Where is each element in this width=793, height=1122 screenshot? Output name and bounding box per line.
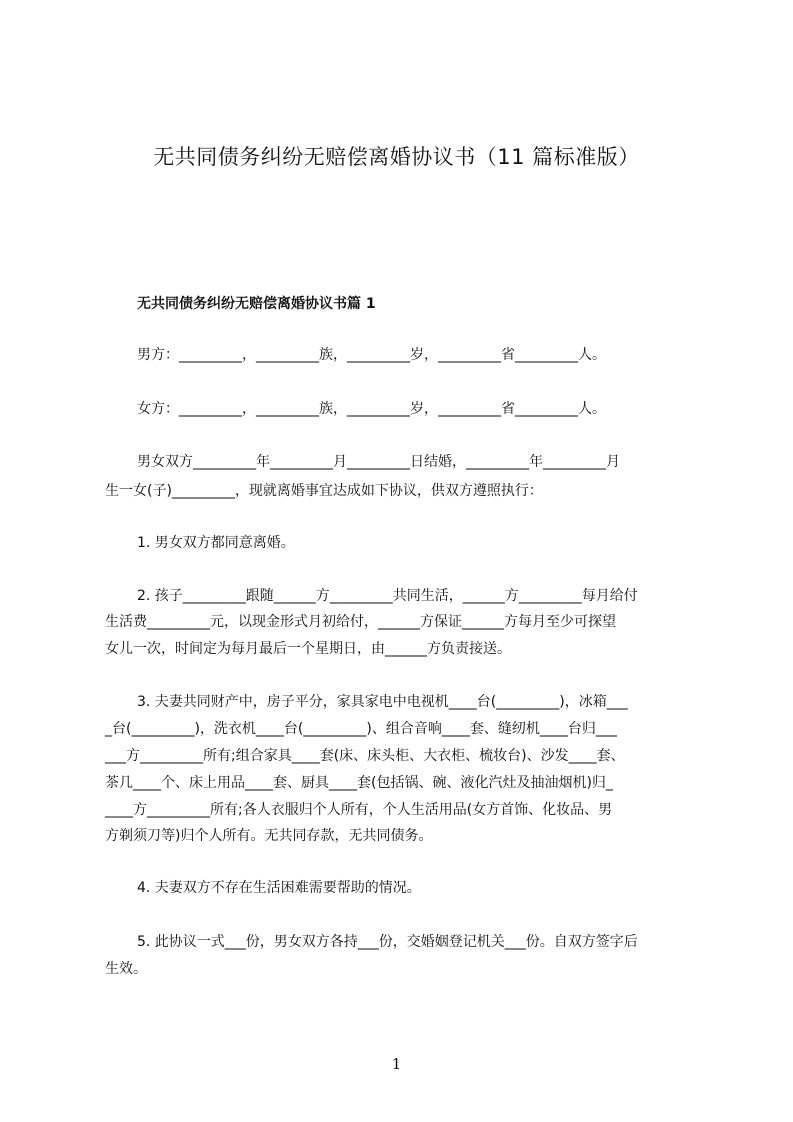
male-party-line: 男方：_________，_________族，_________岁，_________省_________人。 <box>137 347 606 363</box>
female-party-line: 女方：_________，_________族，_________岁，_________省_________人。 <box>137 401 606 417</box>
clause-5-line-2: 生效。 <box>105 961 147 977</box>
clause-3-line-5: ____方_________所有;各人衣服归个人所有，个人生活用品(女方首饰、化妆品、男 <box>105 802 613 818</box>
section-heading: 无共同债务纠纷无赔偿离婚协议书篇 1 <box>137 296 376 312</box>
clause-2-line-2: 生活费_________元，以现金形式月初给付，______方保证______方每月至少可探望 <box>105 614 616 630</box>
marriage-info-line-2: 生一女(子)_________，现就离婚事宜达成如下协议，供双方遵照执行： <box>105 483 543 499</box>
document-title: 无共同债务纠纷无赔偿离婚协议书（11 篇标准版） <box>153 145 640 169</box>
clause-4-line: 4. 夫妻双方不存在生活困难需要帮助的情况。 <box>137 880 421 896</box>
clause-3-line-2: _台(_________)，洗衣机____台(_________)、组合音响____套、缝纫机____台归___ <box>105 721 617 737</box>
clause-2-line-3: 女儿一次，时间定为每月最后一个星期日，由______方负责接送。 <box>105 641 511 657</box>
clause-3-line-6: 方剃须刀等)归个人所有。无共同存款，无共同债务。 <box>105 828 433 844</box>
clause-3-line-1: 3. 夫妻共同财产中，房子平分，家具家电中电视机____台(_________)，冰箱___ <box>137 694 628 710</box>
clause-3-line-4: 茶几____个、床上用品____套、厨具____套(包括锅、碗、液化汽灶及抽油烟机)归_ <box>105 775 613 791</box>
marriage-info-line-1: 男女双方_________年_________月_________日结婚，_________年_________月 <box>137 454 620 470</box>
clause-3-line-3: ___方_________所有;组合家具____套(床、床头柜、大衣柜、梳妆台)、沙发____套、 <box>105 748 625 764</box>
clause-1-line: 1. 男女双方都同意离婚。 <box>137 535 295 551</box>
page-number: 1 <box>391 1055 402 1073</box>
clause-5-line-1: 5. 此协议一式___份，男女双方各持___份，交婚姻登记机关___份。自双方签字后 <box>137 934 638 950</box>
clause-2-line-1: 2. 孩子_________跟随______方_________共同生活，______方_________每月给付 <box>137 588 638 604</box>
